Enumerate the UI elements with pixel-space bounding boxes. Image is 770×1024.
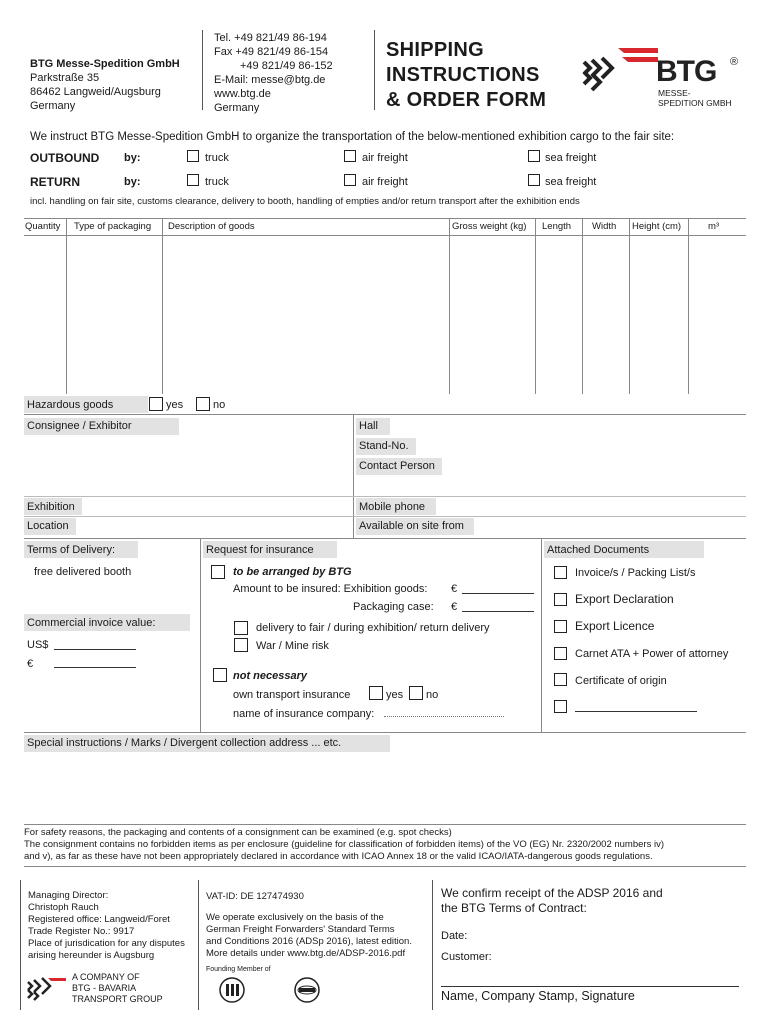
insurance-delivery-label: delivery to fair / during exhibition/ return delivery <box>256 622 490 634</box>
doc-origin-label: Certificate of origin <box>575 675 667 687</box>
footer-left-2: Christoph Rauch <box>28 902 99 913</box>
return-truck-checkbox[interactable] <box>187 174 199 186</box>
col-m3: m³ <box>708 221 720 232</box>
contact-web: www.btg.de <box>214 88 271 100</box>
eur-label: € <box>27 658 34 670</box>
return-sea-checkbox[interactable] <box>528 174 540 186</box>
header-divider-2 <box>374 30 375 110</box>
transport-note: incl. handling on fair site, customs clearance, delivery to booth, handling of empties and/or return transport after the exhibition ends <box>30 196 580 207</box>
doc-origin-checkbox[interactable] <box>554 673 567 686</box>
contact-tel: Tel. +49 821/49 86-194 <box>214 32 327 44</box>
footer-group-2: BTG - BAVARIA <box>72 983 137 993</box>
contact-country: Germany <box>214 102 260 114</box>
doc-carnet-checkbox[interactable] <box>554 647 567 660</box>
btg-logo <box>578 44 748 110</box>
special-entry[interactable] <box>24 754 746 822</box>
doc-export-decl-label: Export Declaration <box>575 592 674 606</box>
hazard-yes-checkbox[interactable] <box>149 397 163 411</box>
insurance-packaging-line[interactable] <box>462 611 534 612</box>
safety-line-1: For safety reasons, the packaging and contents of a consignment can be examined (e.g. spot checks) <box>24 827 452 838</box>
col-gross-weight: Gross weight (kg) <box>452 221 527 232</box>
return-air-checkbox[interactable] <box>344 174 356 186</box>
outbound-sea-label: sea freight <box>545 152 597 164</box>
signature-label: Name, Company Stamp, Signature <box>441 989 635 1003</box>
outbound-by: by: <box>124 152 141 164</box>
footer-adsp-4: More details under www.btg.de/ADSP-2016.pdf <box>206 948 406 959</box>
usd-input-line[interactable] <box>54 649 136 650</box>
insurance-own-label: own transport insurance <box>233 689 351 701</box>
return-label: RETURN <box>30 175 80 189</box>
logo-text: BTG <box>656 55 717 88</box>
form-title <box>386 38 546 113</box>
hall-label: Hall <box>359 420 378 432</box>
insurance-delivery-checkbox[interactable] <box>234 621 248 635</box>
safety-line-3: and v), as far as these have not been appropriately declared in accordance with ICAO Annex 18 or the valid ICAO/IATA-dangerous goods regulations. <box>24 851 653 862</box>
btg-arrows-icon <box>578 44 658 104</box>
doc-invoice-checkbox[interactable] <box>554 566 567 579</box>
invoice-value-label: Commercial invoice value: <box>27 617 156 629</box>
location-label: Location <box>27 520 69 532</box>
return-by: by: <box>124 176 141 188</box>
insurance-not-necessary-label: not necessary <box>233 670 307 682</box>
outbound-sea-checkbox[interactable] <box>528 150 540 162</box>
footer-adsp <box>206 912 412 960</box>
fiata-logo-icon <box>218 976 248 1004</box>
signature-area[interactable] <box>441 964 739 986</box>
btg-group-logo-icon <box>26 976 66 1002</box>
footer-adsp-2: German Freight Forwarders' Standard Terms <box>206 924 395 935</box>
footer-left-3: Registered office: Langweid/Foret <box>28 914 170 925</box>
title-line-2: INSTRUCTIONS <box>386 64 540 86</box>
return-truck-label: truck <box>205 176 229 188</box>
available-label: Available on site from <box>359 520 464 532</box>
footer-left-1: Managing Director: <box>28 890 109 901</box>
insurance-war-checkbox[interactable] <box>234 638 248 652</box>
doc-other-line[interactable] <box>575 711 697 712</box>
footer-founding: Founding Member of <box>206 966 271 973</box>
sender-country: Germany <box>30 100 76 112</box>
outbound-truck-label: truck <box>205 152 229 164</box>
footer-vat: VAT-ID: DE 127474930 <box>206 891 304 902</box>
footer-adsp-1: We operate exclusively on the basis of the <box>206 912 384 923</box>
mobile-label: Mobile phone <box>359 501 426 513</box>
insurance-packaging-euro: € <box>451 601 458 613</box>
return-air-label: air freight <box>362 176 408 188</box>
special-label: Special instructions / Marks / Divergent collection address ... etc. <box>27 737 342 749</box>
doc-export-licence-checkbox[interactable] <box>554 620 567 633</box>
contact-fax: Fax +49 821/49 86-154 <box>214 46 329 58</box>
insurance-company-line[interactable] <box>384 716 504 717</box>
stand-label: Stand-No. <box>359 440 409 452</box>
sender-city: 86462 Langweid/Augsburg <box>30 86 161 98</box>
outbound-air-label: air freight <box>362 152 408 164</box>
sender-company: BTG Messe-Spedition GmbH <box>30 58 180 70</box>
contact-block <box>214 31 333 115</box>
doc-carnet-label: Carnet ATA + Power of attorney <box>575 648 729 660</box>
insurance-company-label: name of insurance company: <box>233 708 375 720</box>
doc-other-checkbox[interactable] <box>554 700 567 713</box>
insurance-own-no-checkbox[interactable] <box>409 686 423 700</box>
doc-export-decl-checkbox[interactable] <box>554 593 567 606</box>
hazard-no-checkbox[interactable] <box>196 397 210 411</box>
insurance-packaging-label: Packaging case: <box>353 601 434 613</box>
consignee-label: Consignee / Exhibitor <box>27 420 132 432</box>
hazard-yes-label: yes <box>166 399 184 411</box>
insurance-amount-label: Amount to be insured: Exhibition goods: <box>233 583 428 595</box>
customer-label: Customer: <box>441 951 492 963</box>
contact-person-label: Contact Person <box>359 460 435 472</box>
hazard-label: Hazardous goods <box>27 399 114 411</box>
insurance-not-necessary-checkbox[interactable] <box>213 668 227 682</box>
hazard-no-label: no <box>213 399 226 411</box>
insurance-own-no-label: no <box>426 689 439 701</box>
aeo-logo-icon <box>290 976 324 1004</box>
col-packaging: Type of packaging <box>74 221 152 232</box>
footer-group-3: TRANSPORT GROUP <box>72 994 163 1004</box>
eur-input-line[interactable] <box>54 667 136 668</box>
insurance-amount-euro: € <box>451 583 458 595</box>
signature-line <box>441 986 739 987</box>
outbound-truck-checkbox[interactable] <box>187 150 199 162</box>
header-divider-1 <box>202 30 203 110</box>
footer-left-5: Place of jurisdication for any disputes <box>28 938 185 949</box>
terms-label: Terms of Delivery: <box>27 544 116 556</box>
logo-sub-1: MESSE- <box>658 88 691 98</box>
logo-sub-2: SPEDITION GMBH <box>658 98 732 108</box>
outbound-air-checkbox[interactable] <box>344 150 356 162</box>
insurance-own-yes-checkbox[interactable] <box>369 686 383 700</box>
logo-registered: ® <box>730 56 739 68</box>
confirm-line-2: the BTG Terms of Contract: <box>441 901 587 915</box>
title-line-1: SHIPPING <box>386 39 484 61</box>
usd-label: US$ <box>27 639 49 651</box>
insurance-btg-checkbox[interactable] <box>211 565 225 579</box>
insurance-amount-line[interactable] <box>462 593 534 594</box>
outbound-label: OUTBOUND <box>30 151 100 165</box>
terms-value: free delivered booth <box>34 566 132 578</box>
consignee-entry[interactable] <box>24 436 350 496</box>
doc-invoice-label: Invoice/s / Packing List/s <box>575 567 696 579</box>
exhibition-label: Exhibition <box>27 501 75 513</box>
date-label: Date: <box>441 930 468 942</box>
instruction-text: We instruct BTG Messe-Spedition GmbH to organize the transportation of the below-mentioned exhibition cargo to the fair site: <box>30 131 675 143</box>
sender-street: Parkstraße 35 <box>30 72 100 84</box>
contact-email: E-Mail: messe@btg.de <box>214 74 326 86</box>
footer-group <box>72 972 163 1005</box>
return-sea-label: sea freight <box>545 176 597 188</box>
footer-company-info <box>28 890 185 962</box>
sender-address <box>30 57 180 113</box>
goods-entry-area[interactable] <box>24 236 746 394</box>
col-width: Width <box>592 221 617 232</box>
contact-fax2: +49 821/49 86-152 <box>240 60 333 72</box>
footer-left-4: Trade Register No.: 9917 <box>28 926 135 937</box>
insurance-label: Request for insurance <box>206 544 314 556</box>
insurance-btg-label: to be arranged by BTG <box>233 566 352 578</box>
col-description: Description of goods <box>168 221 255 232</box>
insurance-war-label: War / Mine risk <box>256 640 329 652</box>
footer-left-6: arising hereunder is Augsburg <box>28 950 155 961</box>
col-height: Height (cm) <box>632 221 682 232</box>
safety-line-2: The consignment contains no forbidden items as per enclosure (guideline for classification of forbidden items) of the VO (EG) Nr. 2320/2002 numbers iv) <box>24 839 664 850</box>
footer-group-1: A COMPANY OF <box>72 972 140 982</box>
title-line-3: & ORDER FORM <box>386 89 547 111</box>
doc-export-licence-label: Export Licence <box>575 619 655 633</box>
confirm-line-1: We confirm receipt of the ADSP 2016 and <box>441 886 663 900</box>
documents-label: Attached Documents <box>547 544 650 556</box>
col-quantity: Quantity <box>25 221 61 232</box>
col-length: Length <box>542 221 572 232</box>
footer-adsp-3: and Conditions 2016 (ADSp 2016), latest edition. <box>206 936 412 947</box>
insurance-own-yes-label: yes <box>386 689 404 701</box>
goods-table <box>24 218 746 394</box>
